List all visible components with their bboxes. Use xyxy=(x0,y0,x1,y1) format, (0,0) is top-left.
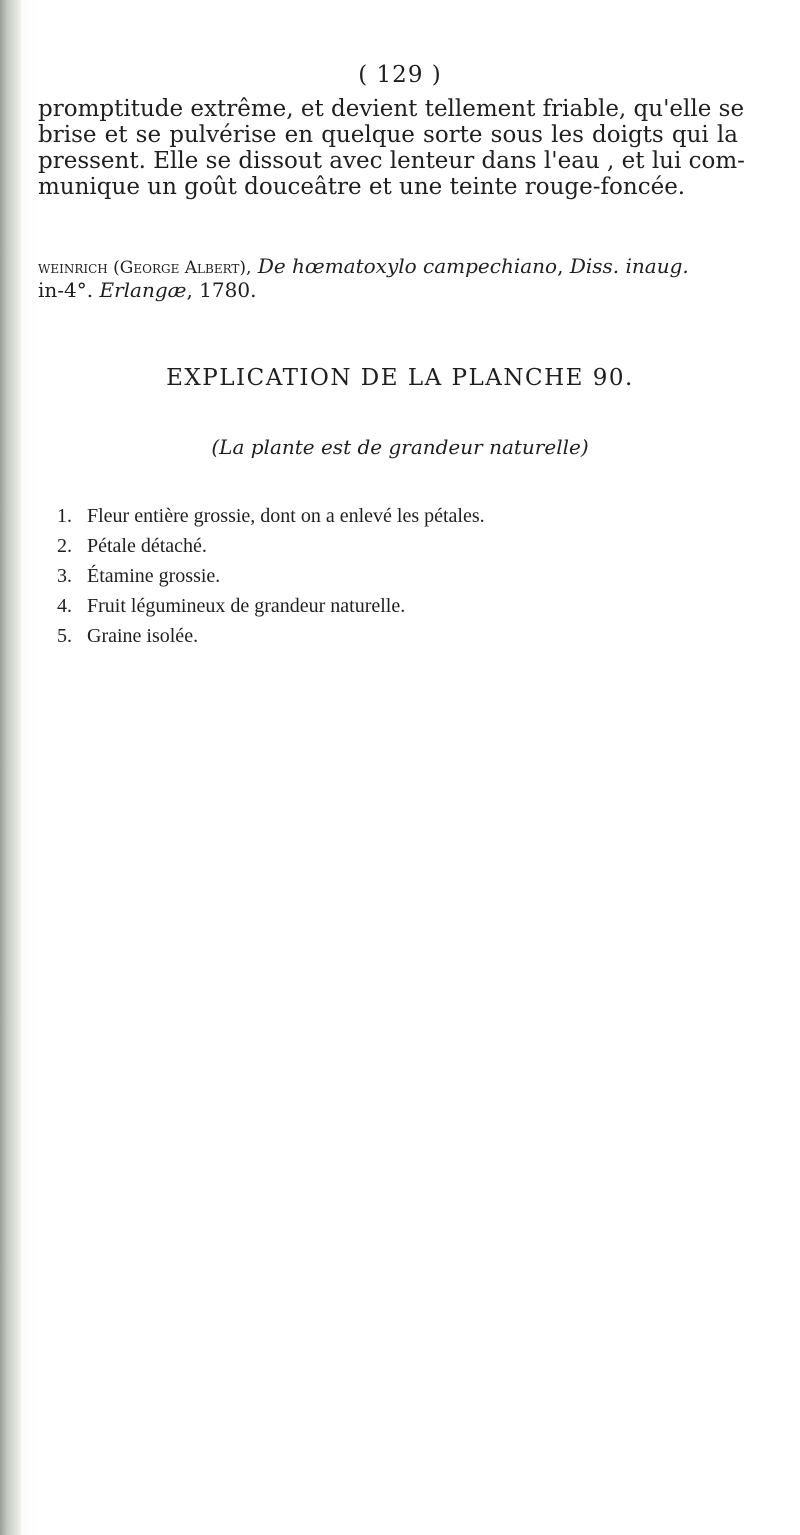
page-binding-edge xyxy=(0,0,22,1535)
item-text: Graine isolée. xyxy=(87,625,199,647)
item-text: Pétale détaché. xyxy=(87,535,207,557)
item-number: 2. xyxy=(57,535,72,557)
item-number: 1. xyxy=(57,505,72,527)
reference-author: weinrich (George Albert), xyxy=(38,258,252,278)
item-text: Étamine grossie. xyxy=(87,565,221,587)
reference-format: in-4°. xyxy=(38,278,94,302)
paragraph-line: pressent. Elle se dissout avec lenteur dans l'eau , et lui com- xyxy=(38,148,745,174)
list-item xyxy=(57,531,485,561)
list-item xyxy=(57,561,485,591)
list-item xyxy=(57,621,485,651)
list-item xyxy=(57,591,485,621)
list-item xyxy=(57,501,485,531)
page-number: ( 129 ) xyxy=(358,62,442,88)
item-text: Fruit légumineux de grandeur naturelle. xyxy=(87,595,406,617)
plate-heading: EXPLICATION DE LA PLANCHE 90. xyxy=(166,365,634,391)
item-text: Fleur entière grossie, dont on a enlevé les pétales. xyxy=(87,505,485,527)
reference-separator: , xyxy=(557,254,570,278)
bibliographic-reference xyxy=(38,255,738,301)
reference-place: Erlangæ xyxy=(99,278,187,302)
plate-subheading: (La plante est de grandeur naturelle) xyxy=(211,435,589,459)
reference-year: , 1780. xyxy=(186,278,257,302)
body-paragraph xyxy=(38,96,745,200)
paragraph-line: munique un goût douceâtre et une teinte rouge-foncée. xyxy=(38,174,686,200)
paragraph-line: brise et se pulvérise en quelque sorte sous les doigts qui la xyxy=(38,122,738,148)
item-number: 4. xyxy=(57,595,72,617)
item-number: 3. xyxy=(57,565,72,587)
plate-legend-list xyxy=(57,501,485,651)
reference-title: De hœmatoxylo campechiano xyxy=(257,254,558,278)
paragraph-line: promptitude extrême, et devient tellement friable, qu'elle se xyxy=(38,96,745,122)
reference-diss: Diss. inaug. xyxy=(569,254,689,278)
item-number: 5. xyxy=(57,625,72,647)
